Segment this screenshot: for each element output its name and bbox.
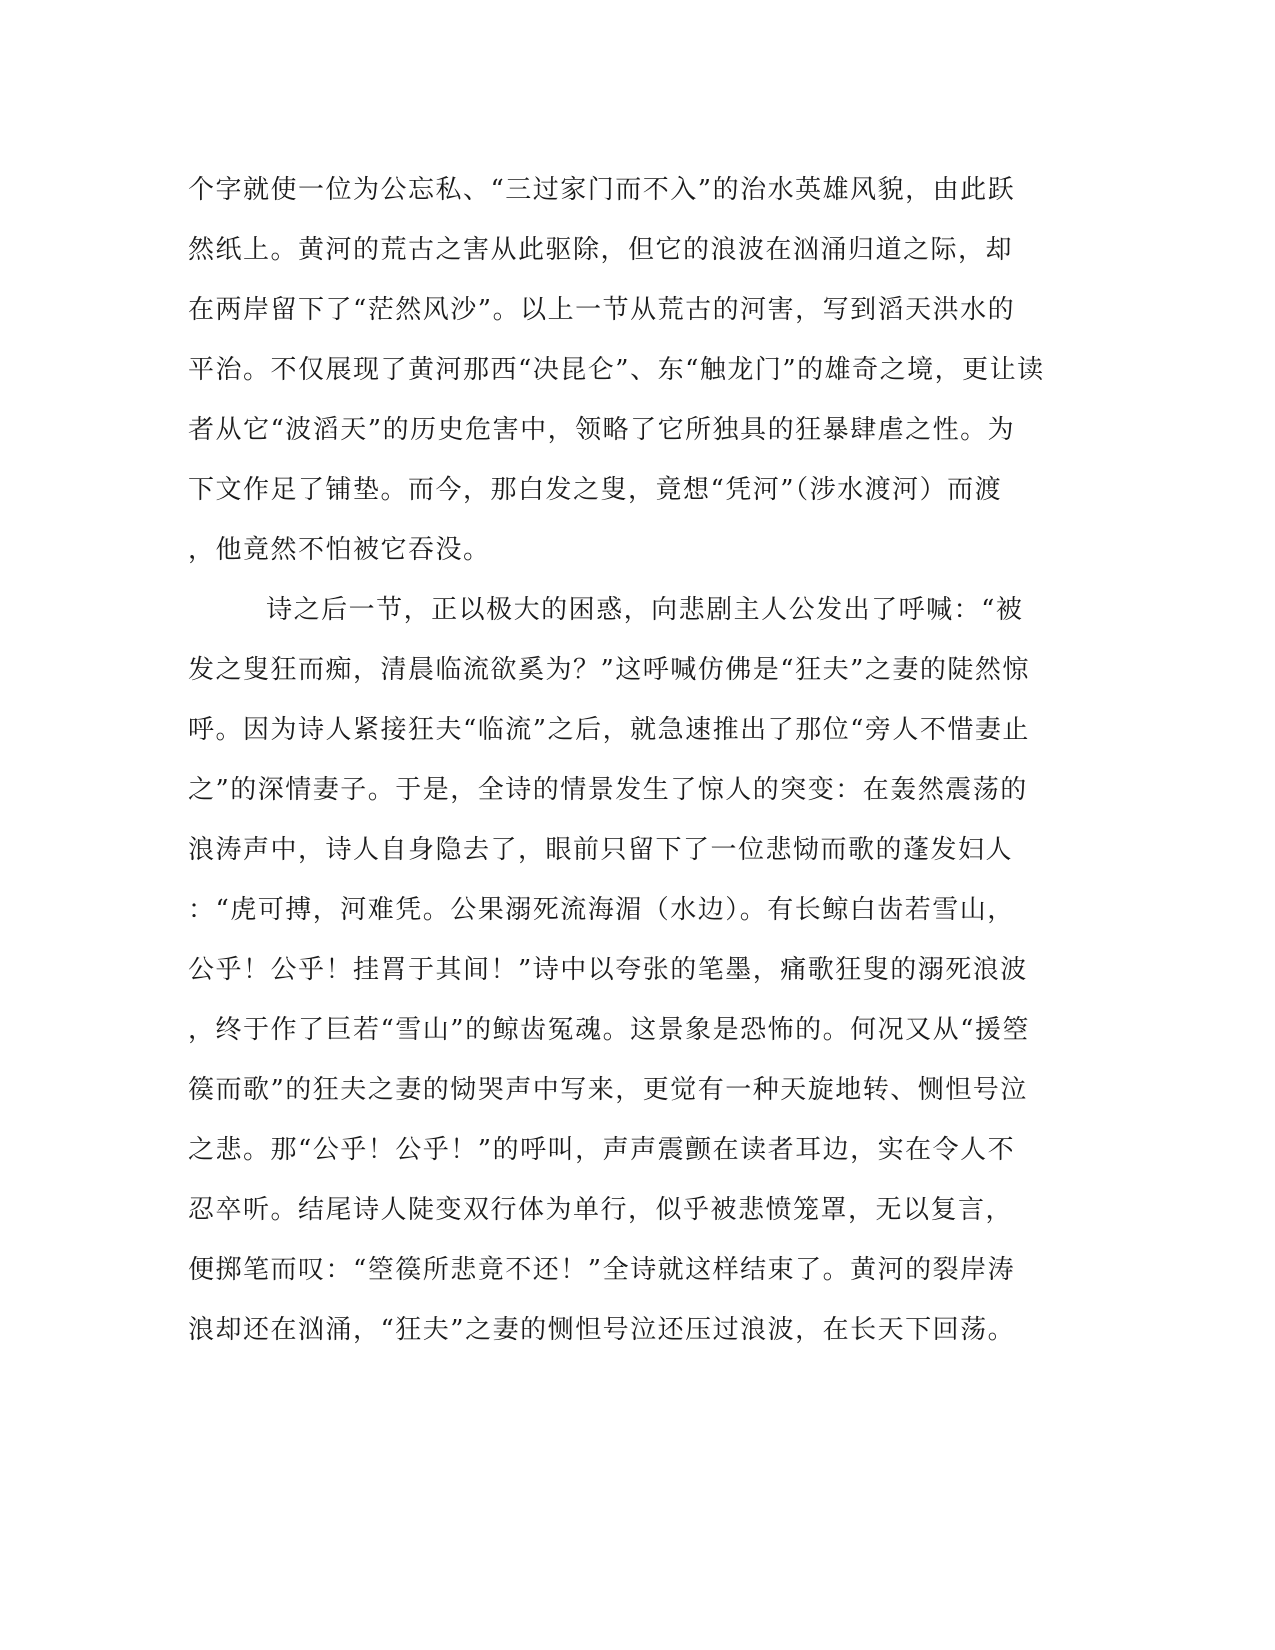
text-line: 之悲。那“公乎！公乎！”的呼叫，声声震颤在读者耳边，实在令人不 <box>188 1135 1016 1165</box>
text-line: 之”的深情妻子。于是，全诗的情景发生了惊人的突变：在轰然震荡的 <box>188 775 1028 805</box>
text-line: ，终于作了巨若“雪山”的鲸齿冤魂。这景象是恐怖的。何况又从“援箜 <box>188 1015 1030 1045</box>
text-line: 篌而歌”的狂夫之妻的恸哭声中写来，更觉有一种天旋地转、恻怛号泣 <box>188 1075 1028 1105</box>
text-line: 浪却还在汹涌，“狂夫”之妻的恻怛号泣还压过浪波，在长天下回荡。 <box>188 1315 1016 1345</box>
text-line: 然纸上。黄河的荒古之害从此驱除，但它的浪波在汹涌归道之际，却 <box>188 235 1014 265</box>
text-line: 在两岸留下了“茫然风沙”。以上一节从荒古的河害，写到滔天洪水的 <box>188 295 1016 325</box>
text-line: 忍卒听。结尾诗人陡变双行体为单行，似乎被悲愤笼罩，无以复言， <box>188 1195 1014 1225</box>
text-line: 发之叟狂而痴，清晨临流欲奚为？”这呼喊仿佛是“狂夫”之妻的陡然惊 <box>188 655 1030 685</box>
body-text <box>188 160 1088 1360</box>
text-line: 平治。不仅展现了黄河那西“决昆仑”、东“触龙门”的雄奇之境，更让读 <box>188 355 1045 385</box>
text-line: 呼。因为诗人紧接狂夫“临流”之后，就急速推出了那位“旁人不惜妻止 <box>188 715 1030 745</box>
text-line: ，他竟然不怕被它吞没。 <box>188 535 491 565</box>
text-line: 便掷笔而叹：“箜篌所悲竟不还！”全诗就这样结束了。黄河的裂岸涛 <box>188 1255 1016 1285</box>
text-line: 公乎！公乎！挂罥于其间！”诗中以夸张的笔墨，痛歌狂叟的溺死浪波 <box>188 955 1028 985</box>
text-line: 浪涛声中，诗人自身隐去了，眼前只留下了一位悲恸而歌的蓬发妇人 <box>188 835 1014 865</box>
text-line: 个字就使一位为公忘私、“三过家门而不入”的治水英雄风貌，由此跃 <box>188 175 1016 205</box>
text-line: 下文作足了铺垫。而今，那白发之叟，竟想“凭河”（涉水渡河）而渡 <box>188 475 1003 505</box>
text-line: ：“虎可搏，河难凭。公果溺死流海湄（水边）。有长鲸白齿若雪山， <box>188 895 1015 925</box>
text-line: 者从它“波滔天”的历史危害中，领略了它所独具的狂暴肆虐之性。为 <box>188 415 1016 445</box>
text-line: 诗之后一节，正以极大的困惑，向悲剧主人公发出了呼喊：“被 <box>188 595 1024 625</box>
